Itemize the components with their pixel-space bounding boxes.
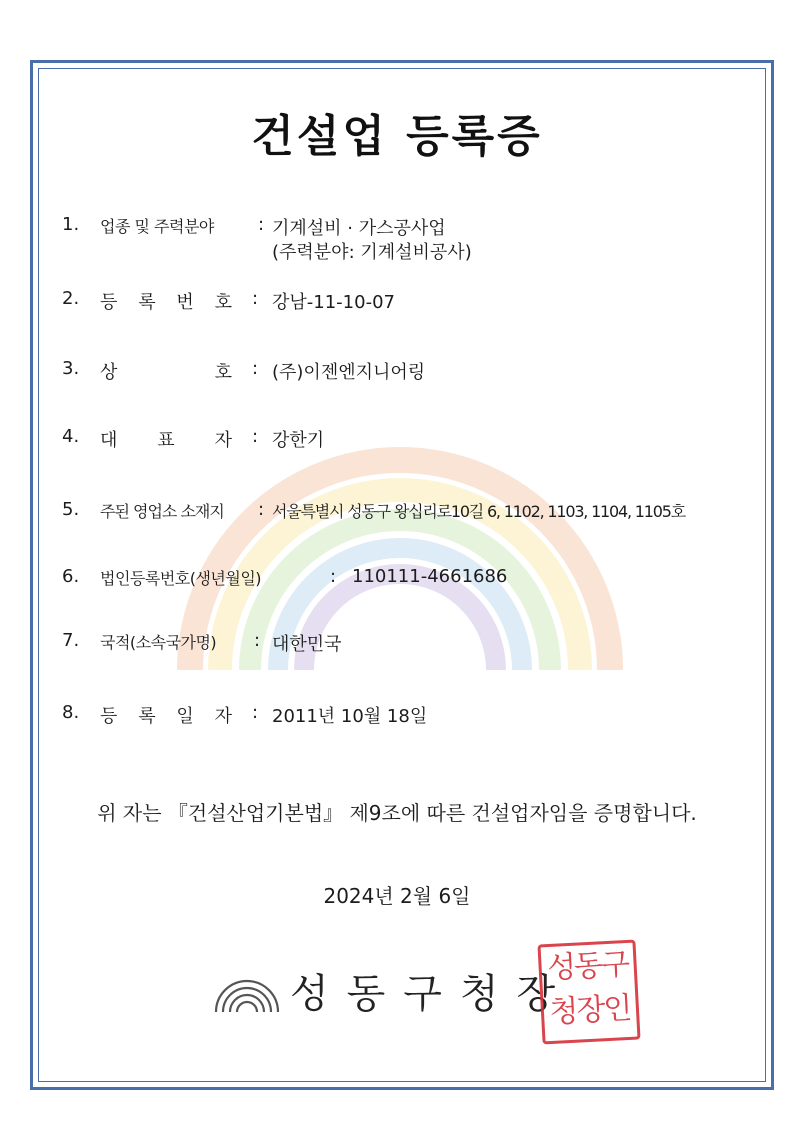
item-label: 대 표 자: [100, 430, 232, 451]
official-seal-stamp: [537, 940, 640, 1045]
item-label: 상 호: [100, 362, 232, 383]
item-value: 강한기: [272, 430, 325, 451]
item-value: 서울특별시 성동구 왕십리로10길 6, 1102, 1103, 1104, 1105호: [272, 502, 685, 521]
colon: :: [252, 702, 259, 723]
item-number: 2.: [62, 288, 80, 309]
item-label: 주된 영업소 소재지: [100, 502, 224, 521]
item-number: 5.: [62, 499, 80, 520]
item-number: 3.: [62, 358, 80, 379]
colon: :: [252, 426, 259, 447]
colon: :: [258, 499, 265, 520]
item-value: 2011년 10월 18일: [272, 706, 428, 727]
item-number: 1.: [62, 214, 80, 235]
seal-line-1: 성동구: [546, 946, 629, 987]
seal-line-2: 청장인: [548, 990, 632, 1031]
certification-statement: 위 자는 『건설산업기본법』 제9조에 따른 건설업자임을 증명합니다.: [97, 801, 697, 825]
item-number: 6.: [62, 566, 80, 587]
item-value-secondary: (주력분야: 기계설비공사): [272, 242, 472, 263]
item-value: 기계설비 · 가스공사업: [272, 218, 446, 239]
item-label: 업종 및 주력분야: [100, 217, 214, 236]
district-logo-icon: [212, 970, 282, 1015]
item-number: 7.: [62, 630, 80, 651]
colon: :: [254, 630, 261, 651]
item-value: 강남-11-10-07: [272, 292, 395, 313]
item-value: (주)이젠엔지니어링: [272, 362, 426, 383]
colon: :: [252, 358, 259, 379]
item-label: 국적(소속국가명): [100, 633, 217, 652]
item-number: 8.: [62, 702, 80, 723]
item-label: 등 록 번 호: [100, 292, 232, 313]
item-label: 등 록 일 자: [100, 706, 232, 727]
issue-date: 2024년 2월 6일: [323, 884, 471, 908]
item-number: 4.: [62, 426, 80, 447]
item-value: 대한민국: [272, 634, 342, 655]
colon: :: [330, 566, 337, 587]
item-label: 법인등록번호(생년월일): [100, 569, 262, 588]
colon: :: [252, 288, 259, 309]
document-title: 건설업 등록증: [251, 111, 543, 162]
item-value: 110111-4661686: [352, 566, 508, 587]
colon: :: [258, 214, 265, 235]
issuer-name: 성동구청장: [290, 971, 574, 1017]
